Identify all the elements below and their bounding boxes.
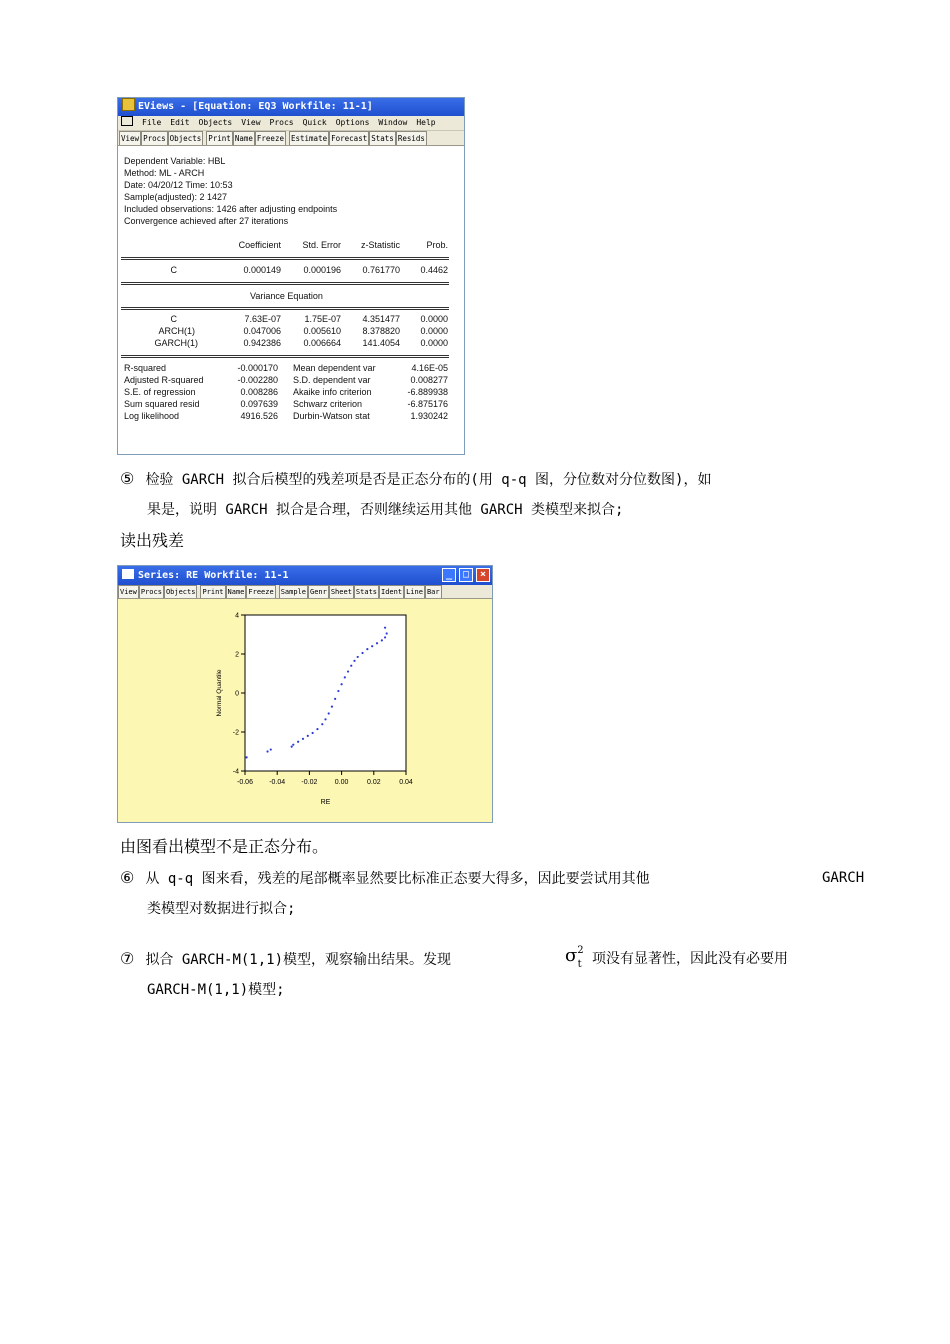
stat-label: Akaike info criterion <box>293 387 372 397</box>
x-tick-label: 0.02 <box>366 779 381 786</box>
header-line: Convergence achieved after 27 iterations <box>124 216 289 226</box>
stat-label: Adjusted R-squared <box>124 375 204 385</box>
variance-row-z: 4.351477 <box>362 314 400 324</box>
qq-point <box>334 698 336 700</box>
qq-point <box>321 723 323 725</box>
sigma-symbol <box>565 941 588 969</box>
sigma-subscript: t <box>577 959 582 970</box>
sample-button[interactable]: Sample <box>279 585 308 599</box>
y-axis-label: Normal Quantile <box>216 669 223 717</box>
variance-row-coef: 7.63E-07 <box>244 314 281 324</box>
mean-row-p: 0.4462 <box>420 265 448 275</box>
step-7-text-b: 项没有显著性，因此没有必要用 <box>592 951 788 967</box>
qq-point <box>344 676 346 678</box>
menu-file[interactable]: File <box>142 118 162 127</box>
variance-equation-title: Variance Equation <box>250 291 323 301</box>
header-line: Sample(adjusted): 2 1427 <box>124 192 228 202</box>
maximize-button[interactable]: □ <box>459 568 473 582</box>
x-tick-label: -0.02 <box>301 779 318 786</box>
qq-point <box>361 652 363 654</box>
eviews-app-icon <box>122 98 135 111</box>
header-line: Date: 04/20/12 Time: 10:53 <box>124 180 233 190</box>
variance-row-se: 1.75E-07 <box>304 314 341 324</box>
qq-point <box>312 732 314 734</box>
qq-point <box>307 735 309 737</box>
stat-value: 4916.526 <box>240 411 278 421</box>
name-button[interactable]: Name <box>233 131 255 146</box>
name-button[interactable]: Name <box>226 585 247 599</box>
variance-row-var: C <box>170 314 177 324</box>
stat-label: Schwarz criterion <box>293 399 363 409</box>
step-6-line-1 <box>120 868 650 889</box>
view-button[interactable]: View <box>119 131 141 146</box>
stat-label: Log likelihood <box>124 411 180 421</box>
equation-toolbar <box>118 131 464 146</box>
header-line: Dependent Variable: HBL <box>124 156 226 166</box>
stat-value: -6.889938 <box>407 387 448 397</box>
table-divider <box>121 282 449 285</box>
forecast-button[interactable]: Forecast <box>329 131 369 146</box>
x-tick-label: -0.06 <box>237 779 253 786</box>
print-button[interactable]: Print <box>200 585 225 599</box>
x-tick-label: 0.04 <box>399 779 413 786</box>
y-tick-label: 4 <box>235 612 239 620</box>
variance-row-var: ARCH(1) <box>158 326 195 336</box>
series-window <box>117 565 493 823</box>
menu-options[interactable]: Options <box>335 118 370 127</box>
table-divider <box>121 257 449 260</box>
estimate-button[interactable]: Estimate <box>289 131 329 146</box>
step-6-number: ⑥ <box>120 868 135 887</box>
stat-value: 4.16E-05 <box>411 363 448 373</box>
qq-point <box>347 670 349 672</box>
variance-row-p: 0.0000 <box>420 326 448 336</box>
qq-point <box>316 728 318 730</box>
stat-label: S.E. of regression <box>124 387 196 397</box>
stat-label: Mean dependent var <box>293 363 376 373</box>
line-button[interactable]: Line <box>404 585 425 599</box>
procs-button[interactable]: Procs <box>139 585 164 599</box>
step-5-number: ⑤ <box>120 469 135 488</box>
menu-window[interactable]: Window <box>378 118 408 127</box>
equation-menubar <box>118 116 464 131</box>
procs-button[interactable]: Procs <box>141 131 168 146</box>
plot-area <box>245 615 406 771</box>
qq-point <box>357 656 359 658</box>
variance-row-z: 8.378820 <box>362 326 400 336</box>
y-tick-label: -4 <box>232 768 239 776</box>
column-header: z-Statistic <box>360 240 400 250</box>
stat-value: 0.008286 <box>240 387 278 397</box>
series-window-title: Series: RE Workfile: 11-1 <box>138 570 289 581</box>
qq-point <box>353 660 355 662</box>
bar-button[interactable]: Bar <box>425 585 442 599</box>
sigma-letter: σ <box>565 945 578 966</box>
mean-row-se: 0.000196 <box>303 265 341 275</box>
sheet-button[interactable]: Sheet <box>329 585 354 599</box>
variance-row-coef: 0.047006 <box>243 326 281 336</box>
mean-row-coef: 0.000149 <box>243 265 281 275</box>
column-header: Prob. <box>426 240 448 250</box>
table-divider <box>121 355 449 358</box>
qq-point <box>324 718 326 720</box>
header-line: Method: ML - ARCH <box>124 168 205 178</box>
qq-plot <box>118 566 493 823</box>
step-7-line-2: GARCH-M(1,1)模型; <box>147 982 285 998</box>
step-7-number: ⑦ <box>120 949 135 968</box>
stat-value: -6.875176 <box>407 399 448 409</box>
ident-button[interactable]: Ident <box>379 585 404 599</box>
stats-button[interactable]: Stats <box>369 131 396 146</box>
menu-procs[interactable]: Procs <box>269 118 294 127</box>
qq-point <box>381 639 383 641</box>
variance-row-coef: 0.942386 <box>243 338 281 348</box>
qq-point <box>302 738 304 740</box>
qq-point <box>386 632 388 634</box>
stat-label: Sum squared resid <box>124 399 200 409</box>
stat-value: 0.008277 <box>410 375 448 385</box>
freeze-button[interactable]: Freeze <box>255 131 286 146</box>
objects-button[interactable]: Objects <box>168 131 204 146</box>
equation-window <box>117 97 465 455</box>
qq-point <box>341 683 343 685</box>
step-5-line-2: 果是，说明 GARCH 拟合是合理，否则继续运用其他 GARCH 类模型来拟合; <box>147 502 624 518</box>
qq-point <box>266 750 268 752</box>
qq-point <box>328 712 330 714</box>
menu-objects[interactable]: Objects <box>198 118 233 127</box>
qq-point <box>337 690 339 692</box>
menu-edit[interactable]: Edit <box>170 118 190 127</box>
stat-value: 1.930242 <box>410 411 448 421</box>
view-button[interactable]: View <box>118 585 139 599</box>
qq-point <box>297 741 299 743</box>
y-tick-label: 2 <box>235 651 239 659</box>
stats-button[interactable]: Stats <box>354 585 379 599</box>
mean-row-z: 0.761770 <box>362 265 400 275</box>
x-axis-label: RE <box>320 799 331 806</box>
variance-row-p: 0.0000 <box>420 314 448 324</box>
resids-button[interactable]: Resids <box>396 131 427 146</box>
conclusion-text: 由图看出模型不是正态分布。 <box>120 837 329 856</box>
variance-row-p: 0.0000 <box>420 338 448 348</box>
qq-point <box>376 642 378 644</box>
menu-quick[interactable]: Quick <box>302 118 327 127</box>
document-icon[interactable] <box>121 116 133 126</box>
column-header: Std. Error <box>302 240 341 250</box>
y-tick-label: -2 <box>232 729 239 737</box>
qq-point <box>291 746 293 748</box>
qq-point <box>246 756 248 758</box>
step-6-line-2: 类模型对数据进行拟合; <box>147 901 296 917</box>
qq-point <box>371 645 373 647</box>
menu-view[interactable]: View <box>241 118 261 127</box>
step-7-text-a: 拟合 GARCH-M(1,1)模型，观察输出结果。发现 <box>145 952 452 968</box>
stat-value: 0.097639 <box>240 399 278 409</box>
x-tick-label: -0.04 <box>269 779 286 786</box>
qq-point <box>384 636 386 638</box>
stat-value: -0.002280 <box>237 375 278 385</box>
equation-window-title: EViews - [Equation: EQ3 Workfile: 11-1] <box>138 101 373 112</box>
genr-button[interactable]: Genr <box>308 585 329 599</box>
qq-point <box>384 627 386 629</box>
variance-row-z: 141.4054 <box>362 338 400 348</box>
step-5-text: 检验 GARCH 拟合后模型的残差项是否是正态分布的(用 q-q 图，分位数对分位数图)，如 <box>145 472 712 488</box>
stat-label: Durbin-Watson stat <box>293 411 370 421</box>
x-tick-label: 0.00 <box>334 779 349 786</box>
minimize-button[interactable]: _ <box>442 568 456 582</box>
y-tick-label: 0 <box>235 690 239 698</box>
qq-point <box>270 748 272 750</box>
variance-row-se: 0.005610 <box>303 326 341 336</box>
variance-row-se: 0.006664 <box>303 338 341 348</box>
equation-window-titlebar[interactable] <box>118 98 464 116</box>
table-divider <box>121 307 449 310</box>
step-5-line-1 <box>120 469 711 490</box>
variance-row-var: GARCH(1) <box>154 338 198 348</box>
stat-label: R-squared <box>124 363 167 373</box>
qq-point <box>350 665 352 667</box>
objects-button[interactable]: Objects <box>164 585 198 599</box>
step-6-text: 从 q-q 图来看，残差的尾部概率显然要比标准正态要大得多，因此要尝试用其他 <box>145 871 650 887</box>
read-residual-label: 读出残差 <box>120 531 185 550</box>
close-button[interactable]: × <box>476 568 490 582</box>
stat-value: -0.000170 <box>237 363 278 373</box>
freeze-button[interactable]: Freeze <box>246 585 275 599</box>
qq-point <box>331 706 333 708</box>
column-header: Coefficient <box>238 240 281 250</box>
qq-point <box>292 744 294 746</box>
sigma-superscript: 2 <box>577 945 584 956</box>
stat-label: S.D. dependent var <box>293 375 371 385</box>
step-7-line-1 <box>120 949 451 970</box>
header-line: Included observations: 1426 after adjusting endpoints <box>124 204 338 214</box>
qq-point <box>366 648 368 650</box>
step-6-garch: GARCH <box>822 870 865 886</box>
mean-row-var: C <box>170 265 177 275</box>
print-button[interactable]: Print <box>206 131 233 146</box>
menu-help[interactable]: Help <box>416 118 436 127</box>
